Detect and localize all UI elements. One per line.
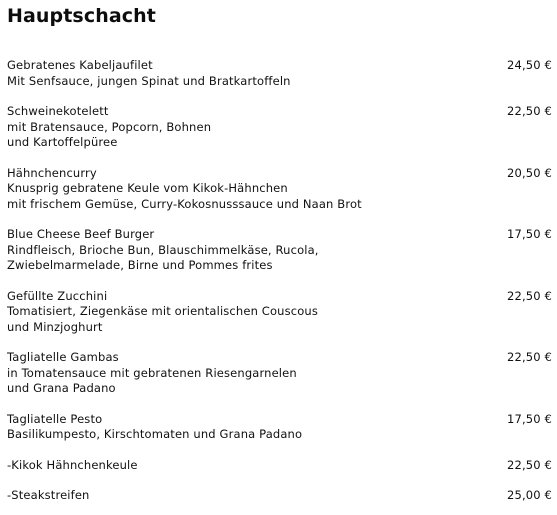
menu-item <box>7 166 552 213</box>
item-description-line: und Grana Padano <box>7 381 116 395</box>
item-description <box>7 120 552 151</box>
item-price: 22,50 € <box>507 288 552 303</box>
menu-list <box>7 58 552 504</box>
item-name: Hähnchencurry <box>7 165 97 180</box>
item-name: -Kikok Hähnchenkeule <box>7 457 138 472</box>
item-description <box>7 366 552 397</box>
item-description-line: und Kartoffelpüree <box>7 135 118 149</box>
item-description-line: Tomatisiert, Ziegenkäse mit orientalischen Couscous <box>7 304 318 318</box>
item-description <box>7 304 552 335</box>
item-description-line: Rindfleisch, Brioche Bun, Blauschimmelkäse, Rucola, <box>7 242 319 257</box>
item-price: 25,00 € <box>507 488 552 502</box>
item-price: 22,50 € <box>507 457 552 472</box>
item-name: Gefüllte Zucchini <box>7 288 108 303</box>
item-price: 22,50 € <box>507 350 552 364</box>
item-description-line: Knusprig gebratene Keule vom Kikok-Hähnchen <box>7 181 288 195</box>
menu-item <box>7 488 552 504</box>
item-name: -Steakstreifen <box>7 488 90 502</box>
menu-item <box>7 104 552 151</box>
item-price: 22,50 € <box>507 104 552 118</box>
section-title: Hauptschacht <box>7 5 156 27</box>
menu-item <box>7 412 552 443</box>
item-name: Tagliatelle Gambas <box>7 350 119 364</box>
item-description <box>7 427 552 443</box>
item-description-line: mit Bratensauce, Popcorn, Bohnen <box>7 119 212 134</box>
item-description-line: Mit Senfsauce, jungen Spinat und Bratkartoffeln <box>7 73 291 88</box>
item-name: Blue Cheese Beef Burger <box>7 227 155 241</box>
item-name: Schweinekotelett <box>7 104 109 118</box>
item-price: 17,50 € <box>507 227 552 241</box>
item-price: 20,50 € <box>507 165 552 180</box>
item-description-line: Zwiebelmarmelade, Birne und Pommes frites <box>7 258 273 272</box>
item-name: Tagliatelle Pesto <box>7 411 103 426</box>
menu-item <box>7 350 552 397</box>
item-description <box>7 74 552 90</box>
item-description-line: in Tomatensauce mit gebratenen Riesengarnelen <box>7 365 297 380</box>
item-description-line: mit frischem Gemüse, Curry-Kokosnusssauce und Naan Brot <box>7 196 362 211</box>
menu-item <box>7 227 552 274</box>
menu-item <box>7 58 552 89</box>
menu-item <box>7 458 552 474</box>
item-description <box>7 243 552 274</box>
item-price: 24,50 € <box>507 58 552 72</box>
item-description <box>7 181 552 212</box>
item-name: Gebratenes Kabeljaufilet <box>7 58 153 72</box>
item-description-line: Basilikumpesto, Kirschtomaten und Grana Padano <box>7 427 303 441</box>
item-description-line: und Minzjoghurt <box>7 319 103 334</box>
menu-item <box>7 289 552 336</box>
item-price: 17,50 € <box>507 411 552 426</box>
